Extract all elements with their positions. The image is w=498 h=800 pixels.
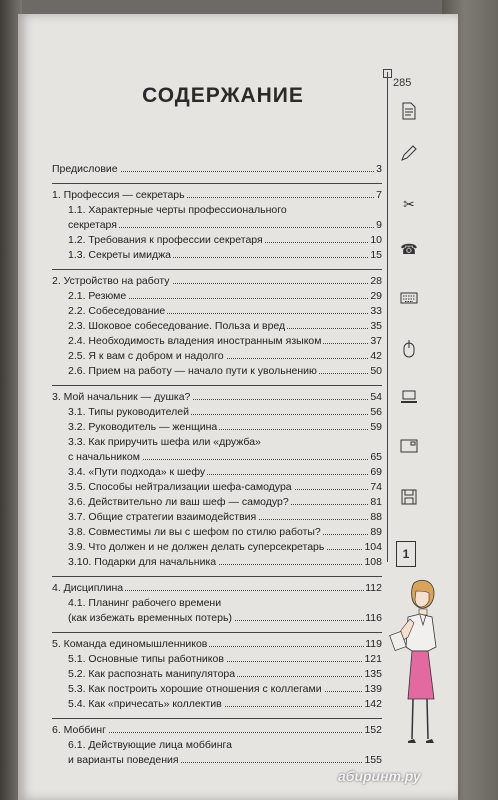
page-number: 285 (393, 77, 412, 89)
toc-entry-page: 35 (370, 320, 382, 332)
toc-entry-title: 5.3. Как построить хорошие отношения с коллегами (68, 683, 322, 695)
toc-subsection-row[interactable] (52, 525, 382, 539)
toc-subsection-row[interactable] (52, 349, 382, 363)
toc-entry-page: 54 (370, 391, 382, 403)
envelope-icon (399, 438, 419, 458)
toc-subsection-row[interactable] (52, 555, 382, 569)
toc-subsection-row[interactable] (52, 203, 382, 217)
toc-entry-title: 3.9. Что должен и не должен делать суперсекретарь (68, 541, 325, 553)
toc-entry-page: 112 (365, 582, 382, 594)
toc-entry-page: 59 (370, 421, 382, 433)
toc-entry-page: 28 (370, 275, 382, 287)
toc-entry-title: 3.4. «Пути подхода» к шефу (68, 466, 206, 478)
toc-subsection-row[interactable] (52, 304, 382, 318)
toc-entry-page: 108 (364, 556, 382, 568)
toc-entry-title: секретаря (68, 219, 117, 231)
toc-entry-page: 81 (370, 496, 382, 508)
book-page (18, 14, 458, 800)
telephone-icon: ☎ (400, 241, 418, 257)
scissors-icon: ✂ (403, 196, 415, 212)
toc-subsection-row[interactable] (52, 248, 382, 262)
toc-subsection-row[interactable] (52, 405, 382, 419)
toc-entry-page: 152 (364, 724, 382, 736)
toc-subsection-row[interactable] (52, 450, 382, 464)
toc-entry-title: 2.2. Собеседование (68, 305, 166, 317)
toc-subsection-row[interactable] (52, 334, 382, 348)
toc-entry-page: 37 (370, 335, 382, 347)
toc-chapter-row[interactable] (52, 581, 382, 595)
toc-entry-title: 5.2. Как распознать манипулятора (68, 668, 236, 680)
toc-entry-page: 10 (370, 234, 382, 246)
section-divider (52, 183, 382, 184)
document-icon (399, 102, 419, 122)
pencil-icon (399, 144, 419, 164)
toc-subsection-row[interactable] (52, 652, 382, 666)
toc-chapter-row[interactable] (52, 637, 382, 651)
toc-entry-title: 4.1. Планинг рабочего времени (68, 597, 222, 609)
toc-chapter-row[interactable] (52, 723, 382, 737)
toc-entry-title: 2.6. Прием на работу — начало пути к увольнению (68, 365, 317, 377)
toc-subsection-row[interactable] (52, 233, 382, 247)
watermark: абиринт.ру (338, 768, 421, 784)
toc-chapter-row[interactable] (52, 162, 382, 176)
section-divider (52, 269, 382, 270)
toc-subsection-row[interactable] (52, 753, 382, 767)
secretary-illustration (386, 577, 456, 757)
toc-entry-page: 142 (364, 698, 382, 710)
toc-entry-title: Предисловие (52, 163, 118, 175)
toc-subsection-row[interactable] (52, 435, 382, 449)
toc-entry-title: 3.7. Общие стратегии взаимодействия (68, 511, 257, 523)
page-title: СОДЕРЖАНИЕ (142, 84, 304, 107)
toc-entry-title: 1.2. Требования к профессии секретаря (68, 234, 263, 246)
margin-line (387, 72, 388, 562)
section-divider (52, 576, 382, 577)
toc-entry-page: 15 (370, 249, 382, 261)
toc-entry-page: 121 (364, 653, 382, 665)
toc-entry-page: 9 (376, 219, 382, 231)
toc-subsection-row[interactable] (52, 611, 382, 625)
toc-entry-page: 104 (364, 541, 382, 553)
toc-subsection-row[interactable] (52, 289, 382, 303)
toc-entry-title: 3.10. Подарки для начальника (68, 556, 217, 568)
toc-subsection-row[interactable] (52, 465, 382, 479)
toc-entry-title: 3.2. Руководитель — женщина (68, 421, 218, 433)
toc-entry-title: 3.5. Способы нейтрализации шефа-самодура (68, 481, 292, 493)
toc-entry-page: 89 (370, 526, 382, 538)
mouse-icon (399, 340, 419, 360)
toc-entry-page: 56 (370, 406, 382, 418)
toc-entry-page: 29 (370, 290, 382, 302)
toc-entry-page: 88 (370, 511, 382, 523)
toc-entry-page: 135 (364, 668, 382, 680)
toc-entry-title: 5.4. Как «причесать» коллектив (68, 698, 222, 710)
toc-chapter-row[interactable] (52, 188, 382, 202)
laptop-icon (399, 389, 419, 409)
toc-entry-title: (как избежать временных потерь) (68, 612, 232, 624)
toc-chapter-row[interactable] (52, 390, 382, 404)
toc-entry-title: 2.5. Я к вам с добром и надолго (68, 350, 224, 362)
toc-chapter-row[interactable] (52, 274, 382, 288)
toc-entry-page: 139 (364, 683, 382, 695)
toc-entry-title: 2. Устройство на работу (52, 275, 170, 287)
toc-entry-page: 69 (370, 466, 382, 478)
toc-entry-page: 65 (370, 451, 382, 463)
toc-entry-title: 3.8. Совместимы ли вы с шефом по стилю работы? (68, 526, 321, 538)
section-divider (52, 718, 382, 719)
toc-subsection-row[interactable] (52, 480, 382, 494)
toc-subsection-row[interactable] (52, 738, 382, 752)
toc-entry-title: 3.6. Действительно ли ваш шеф — самодур? (68, 496, 289, 508)
floppy-disk-icon (399, 489, 419, 509)
toc-entry-title: 2.1. Резюме (68, 290, 127, 302)
toc-entry-page: 3 (376, 163, 382, 175)
toc-entry-page: 74 (370, 481, 382, 493)
toc-entry-page: 50 (370, 365, 382, 377)
toc-subsection-row[interactable] (52, 420, 382, 434)
toc-subsection-row[interactable] (52, 218, 382, 232)
toc-entry-title: 1. Профессия — секретарь (52, 189, 185, 201)
calendar-icon: 1 (396, 541, 416, 567)
toc-entry-page: 155 (364, 754, 382, 766)
section-divider (52, 632, 382, 633)
toc-entry-title: 6. Моббинг (52, 724, 106, 736)
toc-subsection-row[interactable] (52, 319, 382, 333)
toc-subsection-row[interactable] (52, 697, 382, 711)
toc-entry-page: 7 (376, 189, 382, 201)
toc-entry-page: 119 (365, 638, 382, 650)
toc-subsection-row[interactable] (52, 682, 382, 696)
toc-entry-page: 42 (370, 350, 382, 362)
toc-entry-page: 116 (365, 612, 382, 624)
toc-entry-title: 2.3. Шоковое собеседование. Польза и вред (68, 320, 286, 332)
toc-entry-title: 6.1. Действующие лица моббинга (68, 739, 232, 751)
toc-entry-title: 4. Дисциплина (52, 582, 124, 594)
toc-subsection-row[interactable] (52, 495, 382, 509)
toc-subsection-row[interactable] (52, 510, 382, 524)
section-divider (52, 385, 382, 386)
toc-subsection-row[interactable] (52, 364, 382, 378)
keyboard-icon (399, 289, 419, 309)
toc-subsection-row[interactable] (52, 667, 382, 681)
toc-entry-page: 33 (370, 305, 382, 317)
toc-subsection-row[interactable] (52, 596, 382, 610)
toc-entry-title: и варианты поведения (68, 754, 179, 766)
toc-entry-title: 5.1. Основные типы работников (68, 653, 224, 665)
toc-entry-title: 5. Команда единомышленников (52, 638, 208, 650)
toc-subsection-row[interactable] (52, 540, 382, 554)
toc-entry-title: 3.1. Типы руководителей (68, 406, 189, 418)
toc-entry-title: 1.3. Секреты имиджа (68, 249, 171, 261)
toc-entry-title: 1.1. Характерные черты профессионального (68, 204, 287, 216)
toc-entry-title: 3. Мой начальник — душка? (52, 391, 191, 403)
toc-entry-title: 3.3. Как приручить шефа или «дружба» (68, 436, 261, 448)
toc-entry-title: 2.4. Необходимость владения иностранным языком (68, 335, 322, 347)
toc-entry-title: с начальником (68, 451, 140, 463)
